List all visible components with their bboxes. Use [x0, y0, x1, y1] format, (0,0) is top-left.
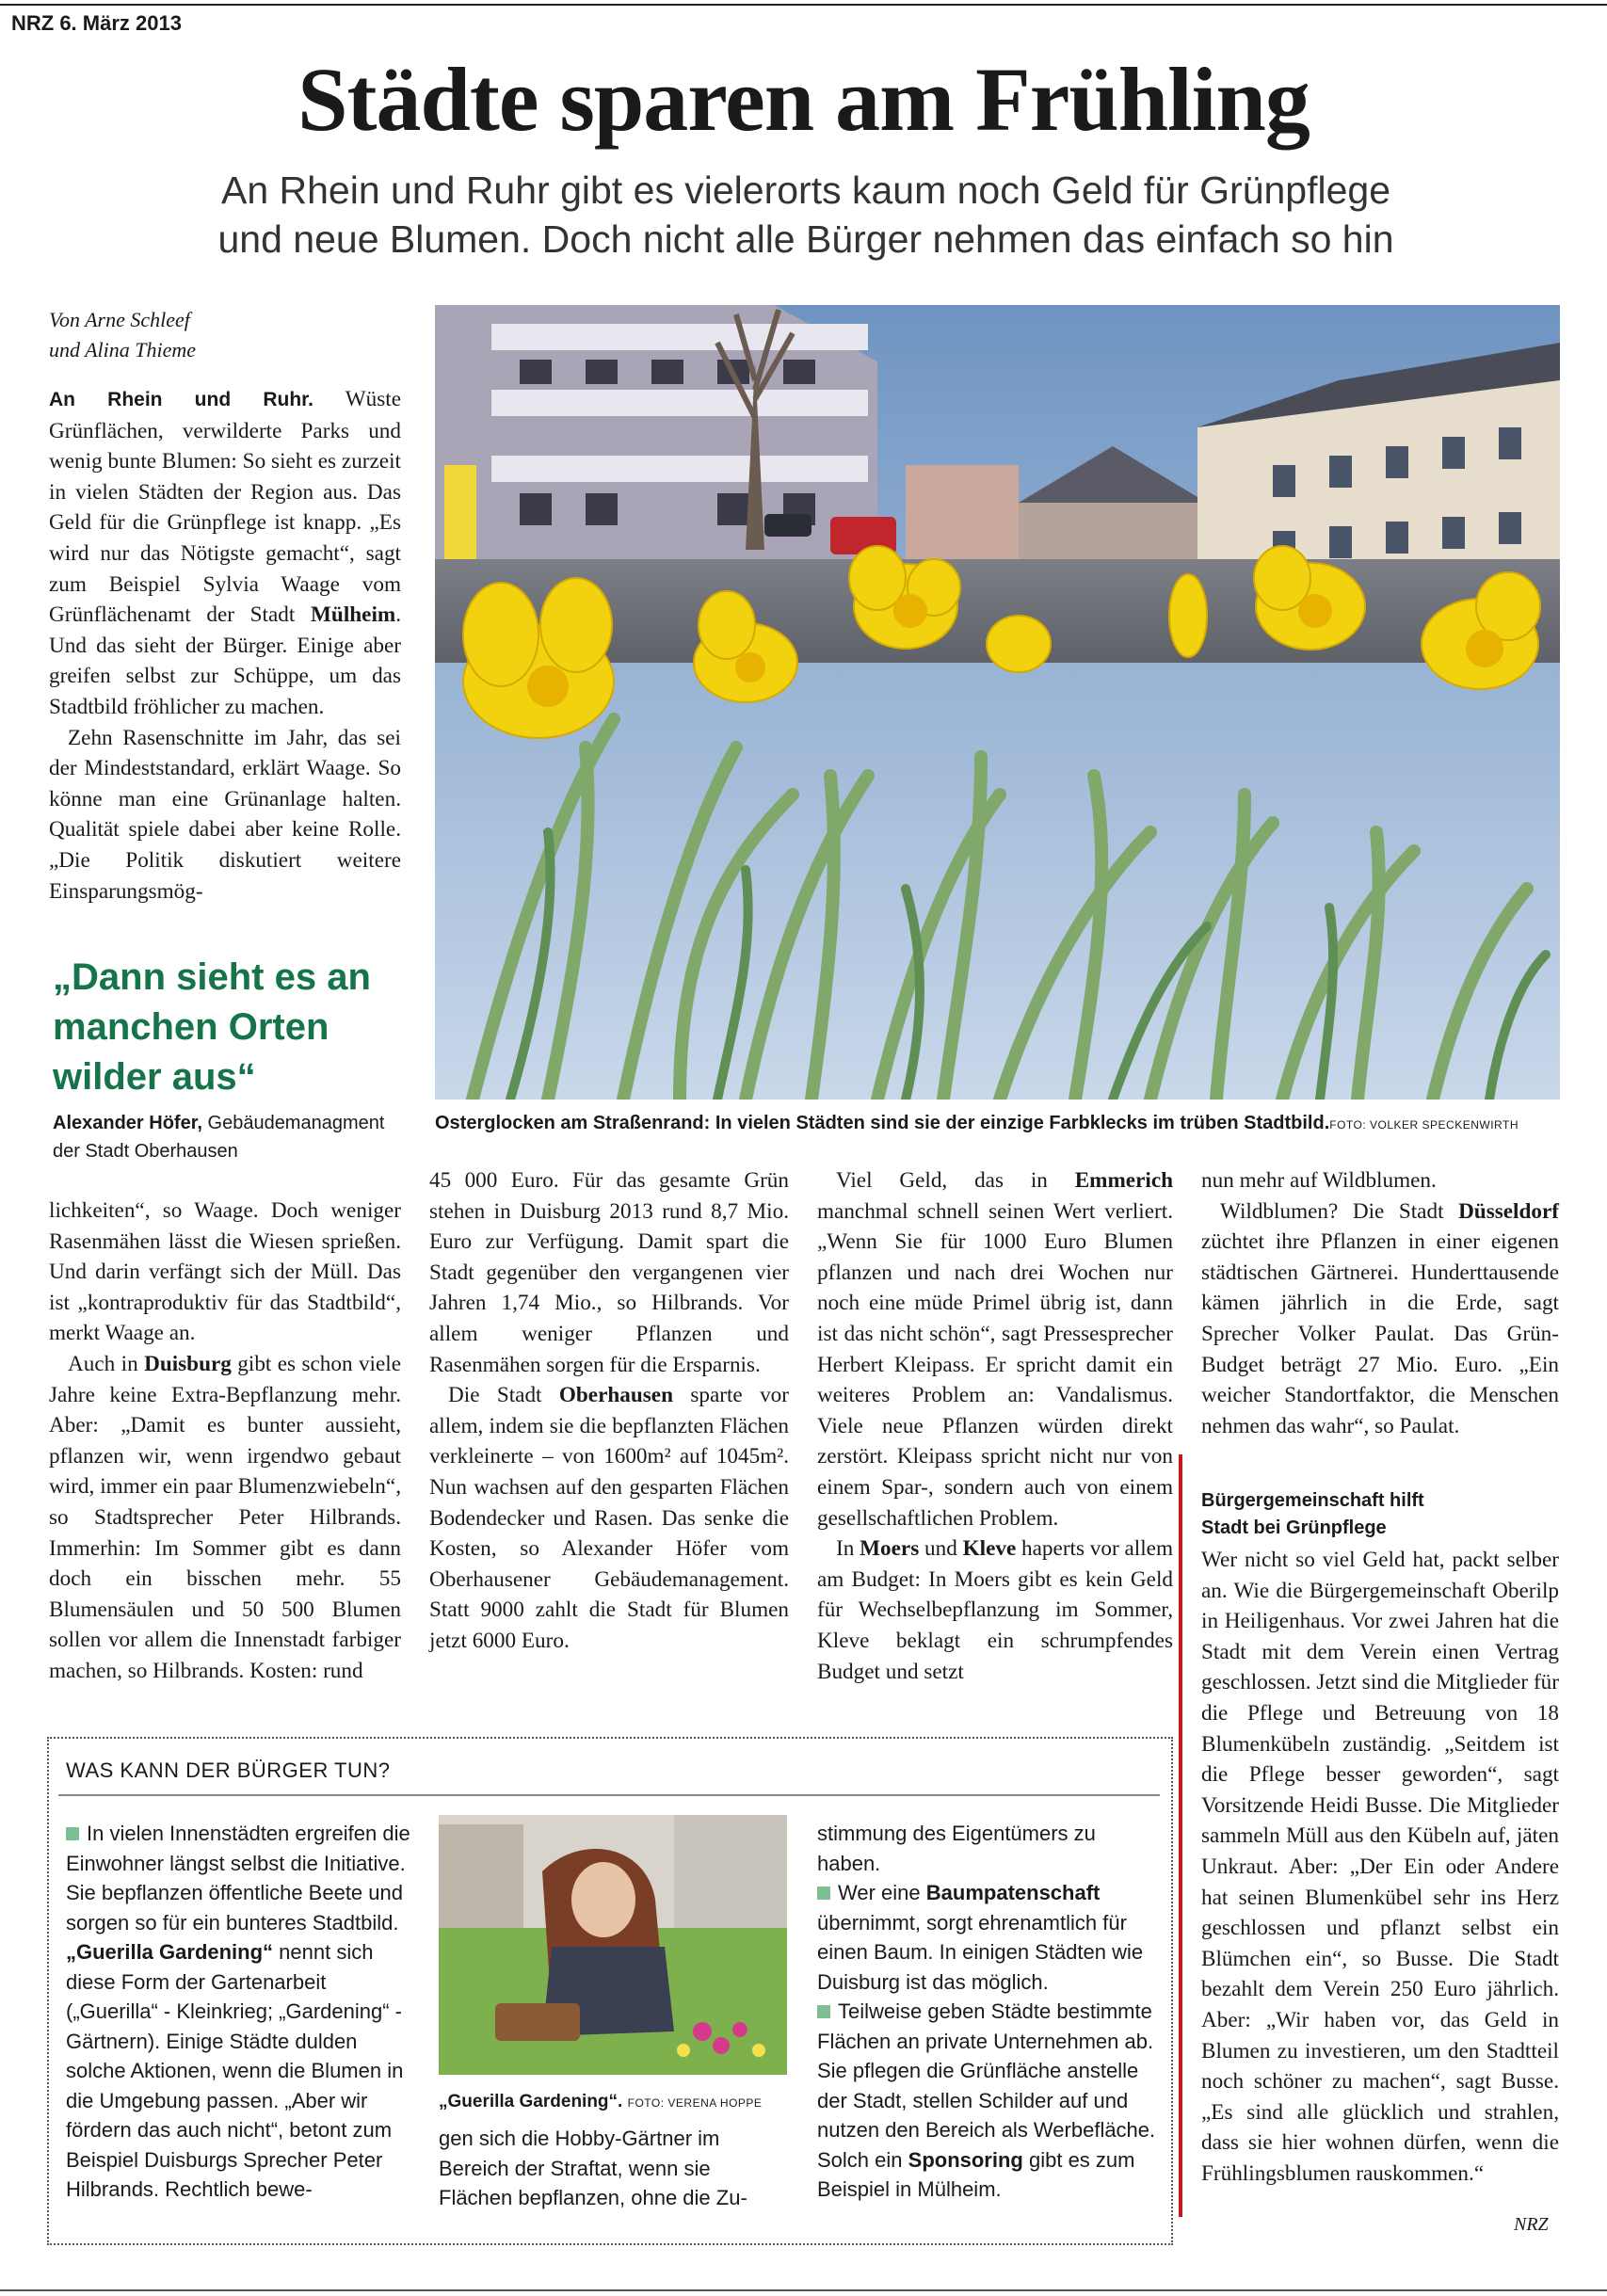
- info-photo-credit: FOTO: VERENA HOPPE: [627, 2096, 763, 2110]
- info-box-title: WAS KANN DER BÜRGER TUN?: [66, 1758, 391, 1782]
- signature: NRZ: [1514, 2214, 1549, 2235]
- guerilla-gardening-photo: [439, 1815, 787, 2075]
- lead-paragraph: An Rhein und Ruhr. Wüste Grünflächen, verwilderte Parks und wenig bunte Blumen: So sieht es zurzeit in vielen Städten der Region aus. Das Geld für die Grünpflege ist knapp. „Es wird nur das Nötigste gemacht“, sagt zum Beispiel Sylvia Waage vom Grünflächenamt der Stadt Mülheim. Und das sieht der Bürger. Einige aber greifen selbst zur Schüppe, um das Stadtbild fröhlicher zu machen.: [49, 387, 401, 719]
- article-column-1-top: [49, 384, 401, 907]
- byline-author-1: Von Arne Schleef: [49, 308, 190, 331]
- paragraph: Zehn Rasenschnitte im Jahr, das sei der Mindeststandard, erklärt Waage. So könne man eine Grünanlage halten. Qualität spiele dabei aber keine Rolle. „Die Politik diskutiert weitere Einsparungsmög-: [49, 725, 401, 904]
- pull-quote-role: Gebäudemanagment der Stadt Oberhausen: [53, 1113, 385, 1162]
- paragraph: 45 000 Euro. Für das gesamte Grün stehen in Duisburg 2013 rund 8,7 Mio. Euro zur Verfügung. Damit spart die Stadt gegenüber den vergangenen vier Jahren 1,74 Mio., so Hilbrands. Vor allem weniger Pflanzen und Rasenmähen sorgen für die Ersparnis.: [429, 1168, 789, 1377]
- bottom-rule: [0, 2289, 1607, 2291]
- photo-credit: FOTO: VOLKER SPECKENWIRTH: [1329, 1118, 1519, 1132]
- gardening-illustration: [439, 1815, 787, 2075]
- paragraph: In Moers und Kleve haperts vor allem am Budget: In Moers gibt es kein Geld für Wechselbepflanzung im Sommer, Kleve beklagt ein schrumpfendes Budget und setzt: [817, 1536, 1174, 1684]
- info-photo-caption: „Guerilla Gardening“. FOTO: VERENA HOPPE: [439, 2092, 763, 2111]
- article-column-3: [817, 1165, 1173, 1687]
- bullet-square-icon: [817, 2005, 830, 2018]
- photo-caption: [435, 1113, 1560, 1134]
- paragraph: Wildblumen? Die Stadt Düsseldorf züchtet ihre Pflanzen in einer eigenen städtischen Gärtnerei. Hunderttausende kämen jährlich in die Erde, sagt Sprecher Volker Paulat. Das Grün-Budget beträgt 27 Mio. Euro. „Ein weicher Standortfaktor, die Menschen nehmen das wahr“, so Paulat.: [1201, 1198, 1559, 1438]
- pull-quote-source: [53, 1109, 401, 1165]
- article-column-2: [429, 1165, 789, 1657]
- info-column-1: [66, 1819, 416, 2205]
- pull-quote-author: Alexander Höfer,: [53, 1113, 202, 1133]
- sidebar-text: Wer nicht so viel Geld hat, packt selber an. Wie die Bürgergemeinschaft Oberilp in Heiligenhaus. Vor zwei Jahren hat die Stadt mit dem Verein einen Vertrag geschlossen. Jetzt sind die Mitglieder für die Pflege und Betreuung von 18 Blumenkübeln zuständig. „Seitdem ist die Pflege besser geworden“, sagt Vorsitzende Heidi Busse. Die Mitglieder sammeln Müll aus den Kübeln auf, jäten Unkraut. Aber: „Der Ein oder Andere hat seinen Blumenkübel sehr ins Herz geschlossen und pflanzt selbst ein Blümchen ein“, so Busse. Die Stadt bezahlt dem Verein 250 Euro jährlich. Aber: „Wir haben vor, das Geld in Blumen zu investieren, um den Stadtteil noch schöner zu machen“, sagt Busse. „Es sind alle glücklich und strahlen, dass sie hier wohnen dürfen, wenn die Frühlingsblumen rauskommen.“: [1201, 1548, 1559, 2186]
- pull-quote: „Dann sieht es an manchen Orten wilder aus“: [53, 956, 371, 1098]
- daffodil-street-photo: [435, 305, 1560, 1100]
- info-paragraph: Teilweise geben Städte bestimmte Flächen an private Unternehmen ab. Sie pflegen die Grünfläche anstelle der Stadt, stellen Schilder auf und nutzen den Bereich als Werbefläche. Solch ein Sponsoring gibt es zum Beispiel in Mülheim.: [817, 1999, 1156, 2201]
- subheadline-line-1: An Rhein und Ruhr gibt es vielerorts kaum noch Geld für Grünpflege: [220, 169, 1391, 212]
- paragraph: nun mehr auf Wildblumen.: [1201, 1168, 1437, 1193]
- info-column-3: stimmung des Eigentümers zu haben. Wer eine Baumpatenschaft übernimmt, sorgt ehrenamtlich für einen Baum. In einigen Städten wie Duisburg ist das möglich. Teilweise geben Städte bestimmte Flächen an private Unternehmen ab. Sie pflegen die Grünfläche anstelle der Stadt, stellen Schilder auf und nutzen den Bereich als Werbefläche. Solch ein Sponsoring gibt es zum Beispiel in Mülheim.: [817, 1819, 1162, 2205]
- info-box-rule: [58, 1794, 1160, 1796]
- sidebar-heading: Bürgergemeinschaft hilft Stadt bei Grünpflege: [1201, 1490, 1424, 1538]
- top-rule: [0, 4, 1607, 6]
- bullet-square-icon: [66, 1827, 79, 1840]
- byline-author-2: und Alina Thieme: [49, 338, 197, 361]
- paragraph: Viel Geld, das in Emmerich manchmal schnell seinen Wert verliert. „Wenn Sie für 1000 Euro Blumen pflanzen und nach drei Wochen nur noch eine müde Primel übrig ist, dann ist das nicht schön“, sagt Pressesprecher Herbert Kleipass. Er spricht damit ein weiteres Problem an: Vandalismus. Viele neue Pflanzen würden direkt zerstört. Kleipass spricht nicht nur von einem Spar-, sondern auch von einem gesellschaftlichen Problem.: [817, 1168, 1174, 1531]
- article-column-1-bottom: [49, 1196, 401, 1687]
- subheadline: [185, 166, 1427, 264]
- info-column-2: gen sich die Hobby-Gärtner im Bereich der Straftat, wenn sie Flächen bepflanzen, ohne die Zu-: [439, 2127, 747, 2209]
- byline: [49, 305, 196, 365]
- photo-caption-text: Osterglocken am Straßenrand: In vielen Städten sind sie der einzige Farbklecks im trüben Stadtbild.: [435, 1113, 1330, 1133]
- bullet-square-icon: [817, 1887, 830, 1900]
- info-paragraph: In vielen Innenstädten ergreifen die Einwohner längst selbst die Initiative. Sie bepflanzen öffentliche Beete und sorgen so für ein bunteres Stadtbild. „Guerilla Gardening“ nennt sich diese Form der Gartenarbeit („Guerilla“ - Kleinkrieg; „Gardening“ - Gärtnern). Einige Städte dulden solche Aktionen, wenn die Blumen in die Umgebung passen. „Aber wir fördern das auch nicht“, betont zum Beispiel Duisburgs Sprecher Peter Hilbrands. Rechtlich bewe-: [66, 1822, 410, 2201]
- subheadline-line-2: und neue Blumen. Doch nicht alle Bürger nehmen das einfach so hin: [217, 217, 1394, 261]
- paragraph: Die Stadt Oberhausen sparte vor allem, indem sie die bepflanzten Flächen verkleinerte – von 1600m² auf 1045m². Nun wachsen auf den gesparten Flächen Bodendecker und Rasen. Das senke die Kosten, so Alexander Höfer vom Oberhausener Gebäudemanagement. Statt 9000 zahlt die Stadt für Blumen jetzt 6000 Euro.: [429, 1383, 789, 1653]
- headline: Städte sparen am Frühling: [297, 49, 1310, 150]
- dateline-place: An Rhein und Ruhr.: [49, 389, 314, 410]
- photo-illustration: [435, 305, 1560, 1100]
- paragraph: lichkeiten“, so Waage. Doch weniger Rasenmähen lässt die Wiesen sprießen. Und darin verfängt sich der Müll. Das ist „kontraproduktiv für das Stadtbild“, merkt Waage an.: [49, 1198, 401, 1346]
- info-paragraph: Wer eine Baumpatenschaft übernimmt, sorgt ehrenamtlich für einen Baum. In einigen Städten wie Duisburg ist das möglich.: [817, 1881, 1144, 1994]
- article-column-4: [1201, 1165, 1559, 1441]
- paragraph: Auch in Duisburg gibt es schon viele Jahre keine Extra-Bepflanzung mehr. Aber: „Damit es bunter aussieht, pflanzen wir, wenn irgendwo gebaut wird, immer ein paar Blumenzwiebeln“, so Stadtsprecher Peter Hilbrands. Immerhin: Im Sommer gibt es dann doch ein bisschen mehr. 55 Blumensäulen und 50 500 Blumen sollen vor allem die Innenstadt farbiger machen, so Hilbrands. Kosten: rund: [49, 1351, 402, 1683]
- sidebar-red-rule: [1179, 1454, 1182, 2217]
- dateline: NRZ 6. März 2013: [11, 11, 182, 35]
